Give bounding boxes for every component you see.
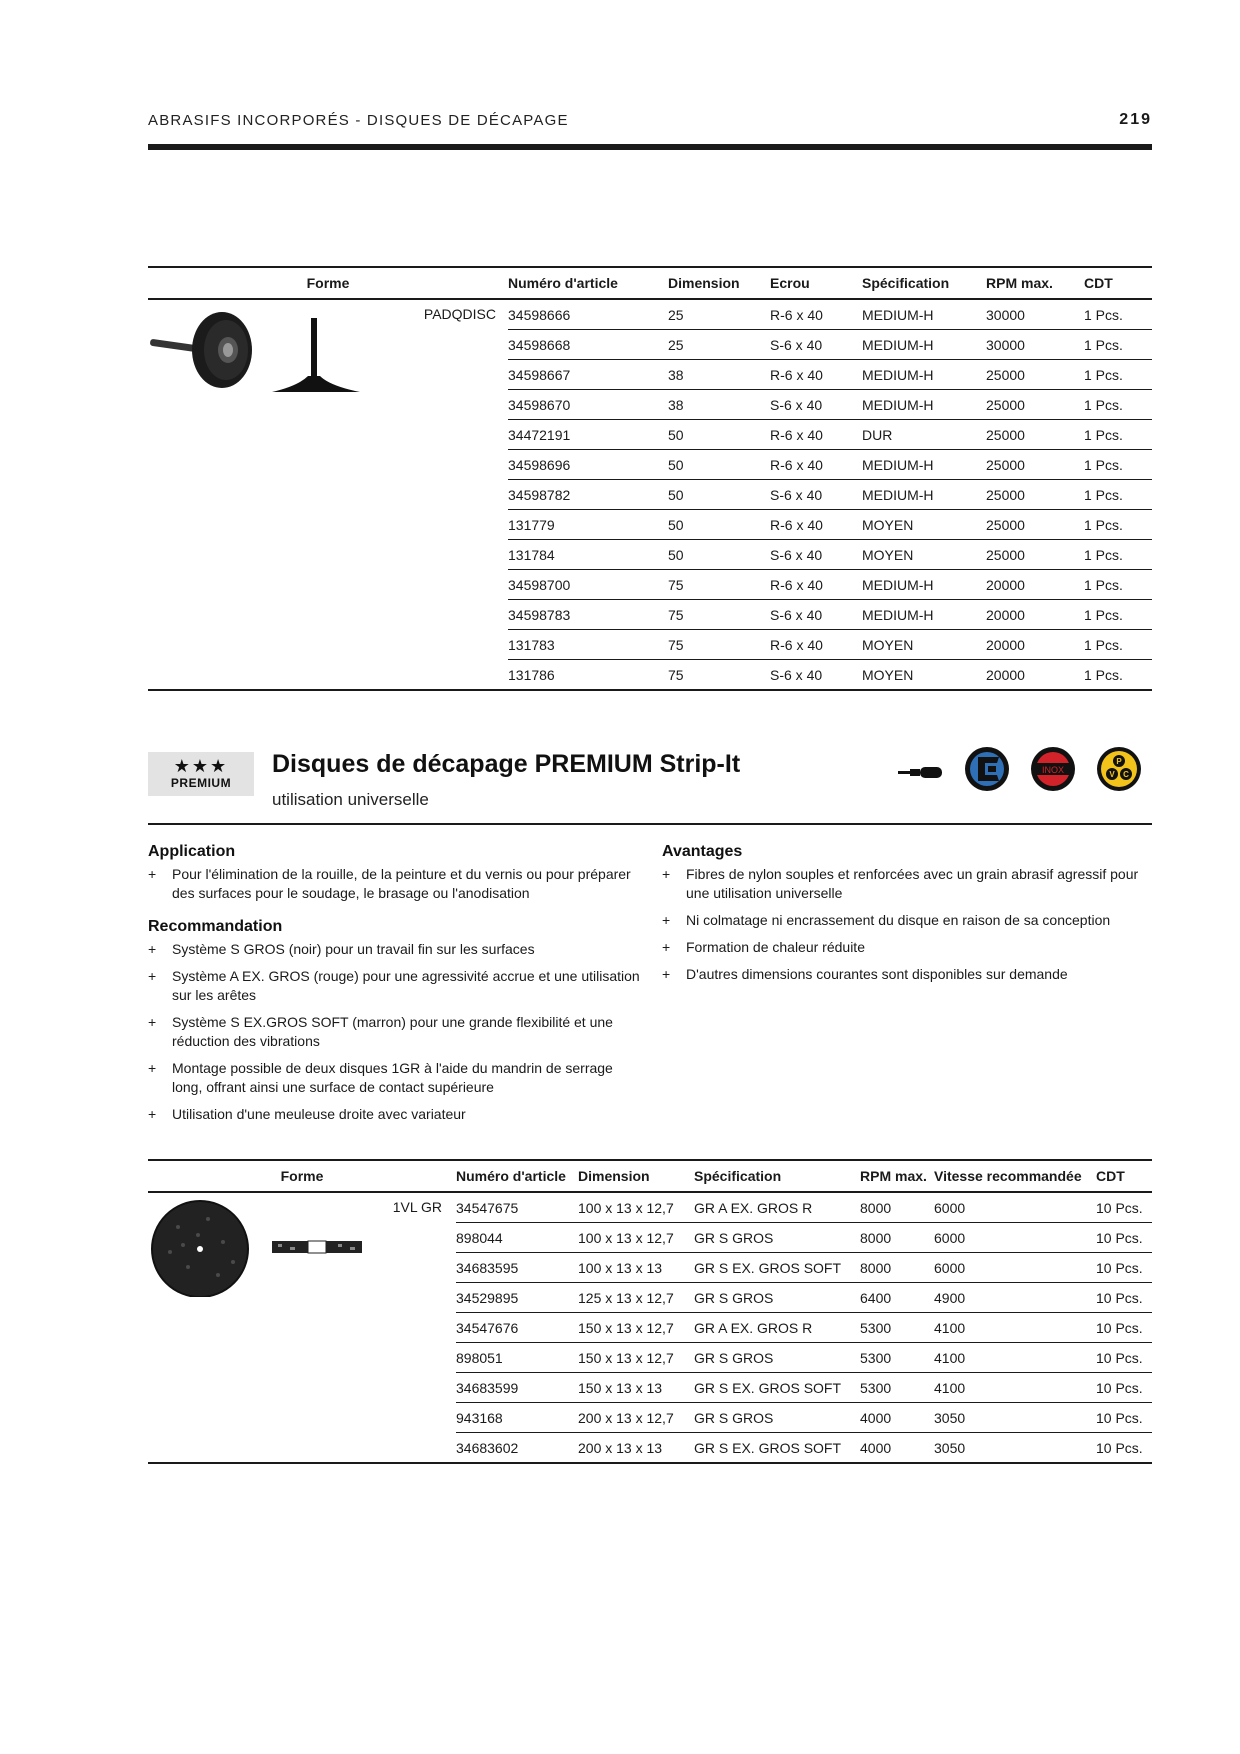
ecrou: S-6 x 40 (770, 660, 862, 691)
dimension: 50 (668, 510, 770, 540)
dimension: 125 x 13 x 12,7 (578, 1283, 694, 1313)
vitesse-recommandee: 4100 (934, 1373, 1096, 1403)
rpm-max: 30000 (986, 330, 1084, 360)
col-cdt: CDT (1084, 267, 1152, 299)
cdt: 1 Pcs. (1084, 420, 1152, 450)
dimension: 38 (668, 360, 770, 390)
article-number: 898051 (456, 1343, 578, 1373)
cdt: 1 Pcs. (1084, 600, 1152, 630)
article-number: 943168 (456, 1403, 578, 1433)
page-number: 219 (1119, 111, 1152, 128)
rpm-max: 20000 (986, 630, 1084, 660)
article-number: 34529895 (456, 1283, 578, 1313)
rpm-max: 20000 (986, 660, 1084, 691)
article-number: 131786 (508, 660, 668, 691)
specification: MOYEN (862, 510, 986, 540)
dimension: 50 (668, 540, 770, 570)
vitesse-recommandee: 3050 (934, 1403, 1096, 1433)
recommandation-item: + Système S EX.GROS SOFT (marron) pour une grande flexibilité et une réduction des vibrations (148, 1013, 644, 1051)
specification: GR S EX. GROS SOFT (694, 1433, 860, 1464)
rpm-max: 25000 (986, 480, 1084, 510)
specification: GR S GROS (694, 1403, 860, 1433)
specification: MEDIUM-H (862, 600, 986, 630)
ecrou: R-6 x 40 (770, 570, 862, 600)
recommandation-list (148, 940, 644, 1124)
article-number: 34598700 (508, 570, 668, 600)
rpm-max: 8000 (860, 1253, 934, 1283)
cdt: 1 Pcs. (1084, 630, 1152, 660)
straight-grinder-icon (898, 766, 944, 785)
specification: MOYEN (862, 540, 986, 570)
product-table-1vl-gr (148, 1159, 1152, 1464)
specification: GR A EX. GROS R (694, 1192, 860, 1223)
premium-badge (148, 752, 254, 796)
ecrou: S-6 x 40 (770, 330, 862, 360)
pvc-icon (1096, 746, 1142, 797)
col-spec: Spécification (694, 1160, 860, 1192)
rpm-max: 25000 (986, 510, 1084, 540)
article-number: 898044 (456, 1223, 578, 1253)
col-cdt: CDT (1096, 1160, 1152, 1192)
table-header-row (148, 267, 1152, 299)
recommandation-item: + Système A EX. GROS (rouge) pour une agressivité accrue et une utilisation sur les arêtes (148, 967, 644, 1005)
article-number: 34598782 (508, 480, 668, 510)
vitesse-recommandee: 3050 (934, 1433, 1096, 1464)
ecrou: S-6 x 40 (770, 540, 862, 570)
dimension: 50 (668, 420, 770, 450)
dimension: 25 (668, 299, 770, 330)
avantages-item: + Ni colmatage ni encrassement du disque en raison de sa conception (662, 911, 1152, 930)
dimension: 75 (668, 600, 770, 630)
rpm-max: 5300 (860, 1313, 934, 1343)
col-article: Numéro d'article (456, 1160, 578, 1192)
cdt: 10 Pcs. (1096, 1192, 1152, 1223)
rpm-max: 25000 (986, 390, 1084, 420)
avantages-item: + Fibres de nylon souples et renforcées avec un grain abrasif agressif pour une utilisation universelle (662, 865, 1152, 903)
table-row (148, 1192, 1152, 1223)
application-heading: Application (148, 843, 236, 860)
cdt: 1 Pcs. (1084, 540, 1152, 570)
vitesse-recommandee: 4900 (934, 1283, 1096, 1313)
rpm-max: 25000 (986, 360, 1084, 390)
ecrou: R-6 x 40 (770, 360, 862, 390)
product-rule (148, 823, 1152, 825)
ecrou: S-6 x 40 (770, 390, 862, 420)
specification: MEDIUM-H (862, 450, 986, 480)
cdt: 10 Pcs. (1096, 1343, 1152, 1373)
dimension: 38 (668, 390, 770, 420)
table-header-row (148, 1160, 1152, 1192)
dimension: 75 (668, 570, 770, 600)
product-table-padqdisc (148, 266, 1152, 691)
specification: MEDIUM-H (862, 390, 986, 420)
specification: MEDIUM-H (862, 570, 986, 600)
vitesse-recommandee: 6000 (934, 1192, 1096, 1223)
ecrou: R-6 x 40 (770, 299, 862, 330)
col-spec: Spécification (862, 267, 986, 299)
article-number: 34547676 (456, 1313, 578, 1343)
specification: GR S EX. GROS SOFT (694, 1253, 860, 1283)
cdt: 1 Pcs. (1084, 390, 1152, 420)
article-number: 34683599 (456, 1373, 578, 1403)
article-number: 34598696 (508, 450, 668, 480)
product-title: Disques de décapage PREMIUM Strip-It (272, 750, 741, 778)
dimension: 200 x 13 x 13 (578, 1433, 694, 1464)
col-rpm: RPM max. (986, 267, 1084, 299)
col-vitesse: Vitesse recommandée (934, 1160, 1096, 1192)
cdt: 1 Pcs. (1084, 330, 1152, 360)
ecrou: S-6 x 40 (770, 600, 862, 630)
vitesse-recommandee: 6000 (934, 1253, 1096, 1283)
col-rpm: RPM max. (860, 1160, 934, 1192)
dimension: 200 x 13 x 12,7 (578, 1403, 694, 1433)
avantages-list (662, 865, 1152, 984)
dimension: 150 x 13 x 13 (578, 1373, 694, 1403)
ecrou: R-6 x 40 (770, 510, 862, 540)
dimension: 25 (668, 330, 770, 360)
rpm-max: 20000 (986, 570, 1084, 600)
article-number: 34598666 (508, 299, 668, 330)
pvc-p-label: P (1116, 757, 1122, 766)
dimension: 75 (668, 660, 770, 691)
rpm-max: 4000 (860, 1433, 934, 1464)
dimension: 100 x 13 x 12,7 (578, 1192, 694, 1223)
col-article: Numéro d'article (508, 267, 668, 299)
specification: MEDIUM-H (862, 299, 986, 330)
article-number: 34472191 (508, 420, 668, 450)
inox-icon (1030, 746, 1076, 797)
specification: DUR (862, 420, 986, 450)
strip-disc-illustration (148, 1197, 368, 1297)
padqdisc-illustration (148, 308, 368, 408)
ecrou: S-6 x 40 (770, 480, 862, 510)
dimension: 100 x 13 x 13 (578, 1253, 694, 1283)
avantages-item: + Formation de chaleur réduite (662, 938, 1152, 957)
rpm-max: 25000 (986, 420, 1084, 450)
header-rule (148, 144, 1152, 150)
article-number: 131783 (508, 630, 668, 660)
cdt: 10 Pcs. (1096, 1283, 1152, 1313)
pvc-v-label: V (1109, 770, 1115, 779)
rpm-max: 4000 (860, 1403, 934, 1433)
ecrou: R-6 x 40 (770, 450, 862, 480)
cdt: 10 Pcs. (1096, 1253, 1152, 1283)
forme-image-cell (148, 1192, 378, 1463)
cdt: 1 Pcs. (1084, 360, 1152, 390)
article-number: 131784 (508, 540, 668, 570)
cdt: 10 Pcs. (1096, 1313, 1152, 1343)
dimension: 150 x 13 x 12,7 (578, 1313, 694, 1343)
cdt: 1 Pcs. (1084, 570, 1152, 600)
table-row (148, 299, 1152, 330)
cdt: 10 Pcs. (1096, 1373, 1152, 1403)
dimension: 150 x 13 x 12,7 (578, 1343, 694, 1373)
cdt: 1 Pcs. (1084, 480, 1152, 510)
specification: MEDIUM-H (862, 330, 986, 360)
vitesse-recommandee: 4100 (934, 1343, 1096, 1373)
ecrou: R-6 x 40 (770, 630, 862, 660)
premium-label: PREMIUM (170, 776, 232, 790)
col-forme: Forme (148, 1160, 456, 1192)
recommandation-item: + Utilisation d'une meuleuse droite avec variateur (148, 1105, 644, 1124)
article-number: 34598668 (508, 330, 668, 360)
forme-code: PADQDISC (378, 299, 508, 690)
rpm-max: 5300 (860, 1343, 934, 1373)
left-text-column (148, 842, 644, 1132)
col-ecrou: Ecrou (770, 267, 862, 299)
article-number: 34683602 (456, 1433, 578, 1464)
vitesse-recommandee: 4100 (934, 1313, 1096, 1343)
page-header (148, 112, 1152, 136)
specification: GR S GROS (694, 1223, 860, 1253)
col-dimension: Dimension (668, 267, 770, 299)
article-number: 34683595 (456, 1253, 578, 1283)
rpm-max: 25000 (986, 540, 1084, 570)
article-number: 34598667 (508, 360, 668, 390)
rpm-max: 6400 (860, 1283, 934, 1313)
rpm-max: 5300 (860, 1373, 934, 1403)
specification: MEDIUM-H (862, 360, 986, 390)
rpm-max: 20000 (986, 600, 1084, 630)
recommandation-item: + Montage possible de deux disques 1GR à l'aide du mandrin de serrage long, offrant ainsi une surface de contact supérieure (148, 1059, 644, 1097)
premium-stars: ★★★ (173, 756, 229, 776)
avantages-item: + D'autres dimensions courantes sont disponibles sur demande (662, 965, 1152, 984)
application-list (148, 865, 644, 903)
article-number: 34547675 (456, 1192, 578, 1223)
cdt: 10 Pcs. (1096, 1223, 1152, 1253)
dimension: 75 (668, 630, 770, 660)
pvc-c-label: C (1123, 770, 1129, 779)
cdt: 1 Pcs. (1084, 450, 1152, 480)
recommandation-item: + Système S GROS (noir) pour un travail fin sur les surfaces (148, 940, 644, 959)
inox-label: INOX (1041, 765, 1065, 775)
rpm-max: 8000 (860, 1192, 934, 1223)
steel-icon (964, 746, 1010, 797)
avantages-heading: Avantages (662, 843, 743, 860)
cdt: 1 Pcs. (1084, 299, 1152, 330)
specification: MEDIUM-H (862, 480, 986, 510)
article-number: 34598783 (508, 600, 668, 630)
product-subtitle: utilisation universelle (272, 790, 429, 809)
dimension: 100 x 13 x 12,7 (578, 1223, 694, 1253)
specification: GR A EX. GROS R (694, 1313, 860, 1343)
specification: GR S GROS (694, 1343, 860, 1373)
specification: GR S EX. GROS SOFT (694, 1373, 860, 1403)
rpm-max: 25000 (986, 450, 1084, 480)
cdt: 10 Pcs. (1096, 1403, 1152, 1433)
forme-image-cell (148, 299, 378, 690)
specification: GR S GROS (694, 1283, 860, 1313)
specification: MOYEN (862, 630, 986, 660)
specification: MOYEN (862, 660, 986, 691)
recommandation-heading: Recommandation (148, 918, 283, 935)
dimension: 50 (668, 480, 770, 510)
right-text-column (662, 842, 1152, 992)
forme-code: 1VL GR (378, 1192, 456, 1463)
cdt: 1 Pcs. (1084, 660, 1152, 691)
cdt: 10 Pcs. (1096, 1433, 1152, 1464)
article-number: 34598670 (508, 390, 668, 420)
section-title: ABRASIFS INCORPORÉS - DISQUES DE DÉCAPAGE (148, 112, 569, 129)
cdt: 1 Pcs. (1084, 510, 1152, 540)
col-dimension: Dimension (578, 1160, 694, 1192)
article-number: 131779 (508, 510, 668, 540)
rpm-max: 30000 (986, 299, 1084, 330)
col-forme: Forme (148, 267, 508, 299)
rpm-max: 8000 (860, 1223, 934, 1253)
ecrou: R-6 x 40 (770, 420, 862, 450)
vitesse-recommandee: 6000 (934, 1223, 1096, 1253)
application-item: + Pour l'élimination de la rouille, de la peinture et du vernis ou pour préparer des surfaces pour le soudage, le brasage ou l'anodisation (148, 865, 644, 903)
dimension: 50 (668, 450, 770, 480)
